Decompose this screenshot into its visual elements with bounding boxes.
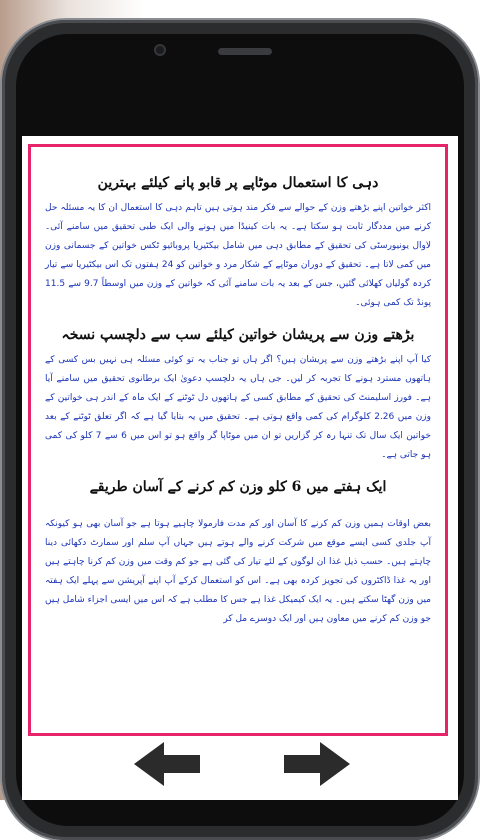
section-heading: بڑھتے وزن سے پریشان خواتین کیلئے سب سے دلچسپ نسخہ (61, 327, 415, 343)
back-button[interactable] (134, 740, 200, 792)
forward-button[interactable] (284, 740, 350, 792)
left-arrow-icon (134, 740, 200, 788)
earpiece-speaker (218, 48, 272, 55)
section-heading: ایک ہفتے میں 6 کلو وزن کم کرنے کے آسان طریقے (89, 479, 387, 495)
right-arrow-icon (284, 740, 350, 788)
app-screen (22, 136, 458, 800)
section-body: اکثر خواتین اپنے بڑھتے وزن کے حوالے سے فکر مند ہوتی ہیں تاہم دہی کا استعمال ان کا یہ مسئلہ حل کرنے میں مددگار ثابت ہو سکتا ہے۔ یہ بات کینیڈا میں ہونے والی ایک طبی تحقیق میں سامنے آئی۔ لاوال یونیورسٹی کی تحقیق کے مطابق دہی میں شامل بیکٹیریا پروبائیو ٹکس خواتین کے جسمانی وزن میں کمی لاتا ہے۔ تحقیق کے دوران موٹاپے کے شکار مرد و خواتین کو 24 ہفتوں تک اس بیکٹیریا سے تیار کردہ گولیاں کھلائی گئیں، جس کے بعد یہ بات سامنے آئی کہ خواتین کے وزن میں اوسطاً 9.7 سے 11.5 پونڈ تک کمی ہوئی۔ (45, 203, 431, 308)
section-body: بعض اوقات ہمیں وزن کم کرنے کا آسان اور کم مدت فارمولا چاہیے ہوتا ہے جو آسان بھی ہو کیونکہ آپ جلدی کسی ایسے موقع میں شرکت کرنے والے ہوتے ہیں جہاں آپ سلم اور سمارٹ دکھائی دینا چاہتے ہیں۔ حسب ذیل غذا ان لوگوں کے لئے تیار کی گئی ہے جو کم وقت میں وزن کم کرنا چاہتے ہیں اور یہ غذا ڈاکٹروں کی تجویز کردہ بھی ہے۔ اس کو استعمال کرکے آپ اپنے آپریشن سے پہلے ایک ہفتہ میں وزن گھٹا سکتے ہیں۔ یہ ایک کیمیکل غذا ہے جس کا مطلب ہے کہ اس میں ایسی اجزاء شامل ہیں جو وزن کم کرنے میں معاون ہیں اور ایک دوسرے مل کر (45, 519, 431, 624)
page-navigation (22, 740, 458, 800)
section-body: کیا آپ اپنے بڑھتے وزن سے پریشان ہیں؟ اگر ہاں تو جناب یہ تو کوئی مسئلہ ہی نہیں بس کسی کے ہاتھوں مسترد ہونے کا تجربہ کر لیں۔ جی ہاں یہ دلچسپ دعویٰ ایک برطانوی تحقیق میں سامنے آیا ہے۔ فورز اسلیمنٹ کی تحقیق کے مطابق کسی کے ہاتھوں دل ٹوٹنے کے ایک ماہ کے اندر ہی خواتین کے وزن میں 2.26 کلوگرام کی کمی واقع ہوتی ہے۔ تحقیق میں یہ بتایا گیا ہے کہ اگر تعلق ٹوٹنے کے بعد خواتین ایک سال تک تنہا رہ کر گزاریں تو ان میں موٹاپا گر واقع ہو تو اس میں 6 سے 7 کلو کی کمی ہو جاتی ہے۔ (45, 355, 431, 460)
article-panel[interactable] (28, 144, 448, 736)
front-camera (154, 44, 166, 56)
section-heading: دہی کا استعمال موٹاپے پر قابو پانے کیلئے بہترین (97, 175, 379, 191)
